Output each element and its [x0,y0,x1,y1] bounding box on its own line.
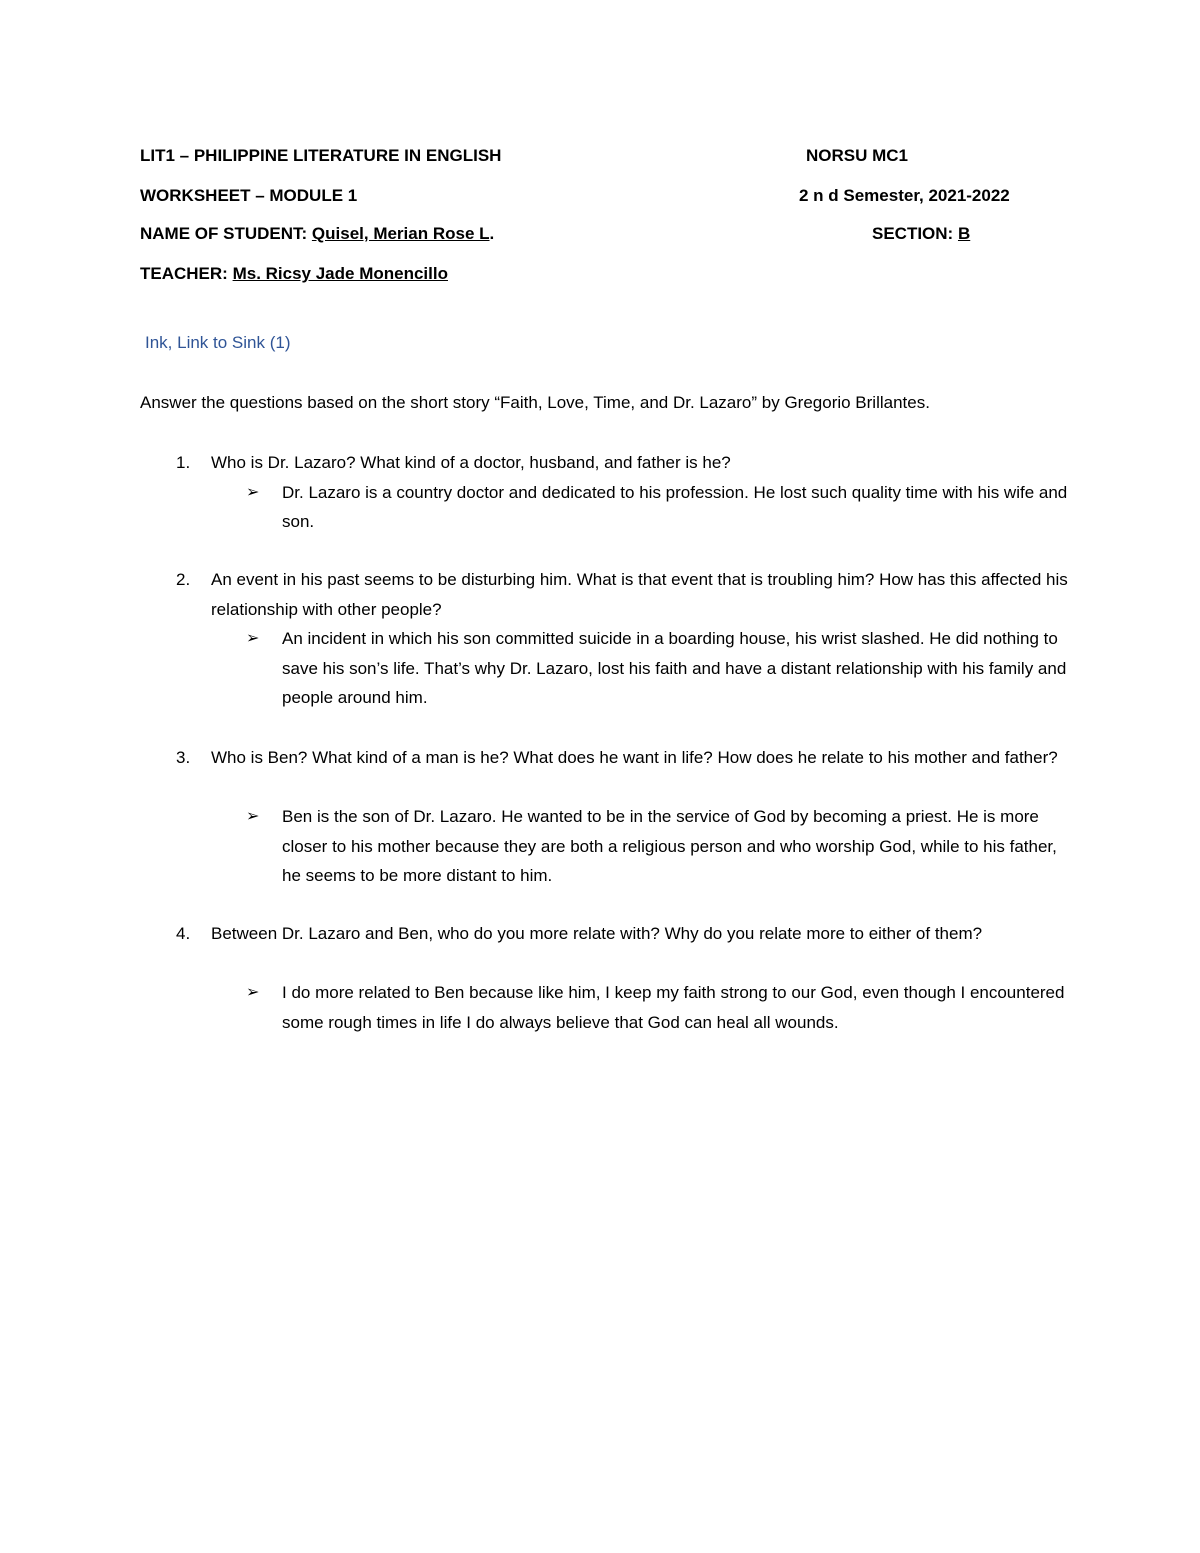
section-field [872,221,970,247]
student-field [140,221,494,247]
teacher-name: Ms. Ricsy Jade Monencillo [232,264,448,283]
section-label: SECTION: [872,224,954,243]
question-text: Who is Dr. Lazaro? What kind of a doctor, husband, and father is he? [211,453,731,472]
header-row-teacher [140,261,1040,287]
teacher-field [140,261,448,287]
question-number: 1. [176,453,191,472]
header-row-course [140,143,1040,169]
answer-text: I do more related to Ben because like him, I keep my faith strong to our God, even though I encountered some rough times in life I do always believe that God can heal all wounds. [282,983,1065,1032]
student-label: NAME OF STUDENT: [140,224,308,243]
worksheet-title: WORKSHEET – MODULE 1 [140,186,358,205]
teacher-label: TEACHER: [140,264,228,283]
question-text: Between Dr. Lazaro and Ben, who do you more relate with? Why do you relate more to either of them? [211,924,983,943]
arrow-bullet-icon: ➢ [246,984,260,1001]
arrow-bullet-icon: ➢ [246,630,260,647]
school-name: NORSU MC1 [806,146,909,165]
question-number: 2. [176,570,191,589]
answer-text: Dr. Lazaro is a country doctor and dedicated to his profession. He lost such quality time with his wife and son. [282,482,1068,531]
header-row-worksheet [140,183,1040,209]
answer-text: An incident in which his son committed suicide in a boarding house, his wrist slashed. He did nothing to save his son’s life. That’s why Dr. Lazaro, lost his faith and have a distant relationship with his family and people around him. [282,629,1067,707]
arrow-bullet-icon: ➢ [246,483,260,501]
question-number: 3. [176,748,191,767]
answer-text: Ben is the son of Dr. Lazaro. He wanted to be in the service of God by becoming a priest. He is more closer to his mother because they are both a religious person and who worship God, while to his father, he seems to be more distant to him. [282,807,1057,885]
question-text: An event in his past seems to be disturbing him. What is that event that is troubling him? How has this affected his relationship with other people? [211,570,1068,619]
section-value: B [957,224,971,243]
student-period: . [489,224,495,243]
activity-title: Ink, Link to Sink (1) [145,333,291,352]
student-name: Quisel, Merian Rose L [311,224,490,243]
question-number: 4. [176,924,191,943]
question-text: Who is Ben? What kind of a man is he? What does he want in life? How does he relate to his mother and father? [211,748,1058,767]
semester: 2 n d Semester, 2021-2022 [799,186,1010,205]
course-title: LIT1 – PHILIPPINE LITERATURE IN ENGLISH [140,146,502,165]
arrow-bullet-icon: ➢ [246,808,260,825]
header-row-student [140,221,1040,247]
instructions: Answer the questions based on the short story “Faith, Love, Time, and Dr. Lazaro” by Gregorio Brillantes. [140,393,930,412]
